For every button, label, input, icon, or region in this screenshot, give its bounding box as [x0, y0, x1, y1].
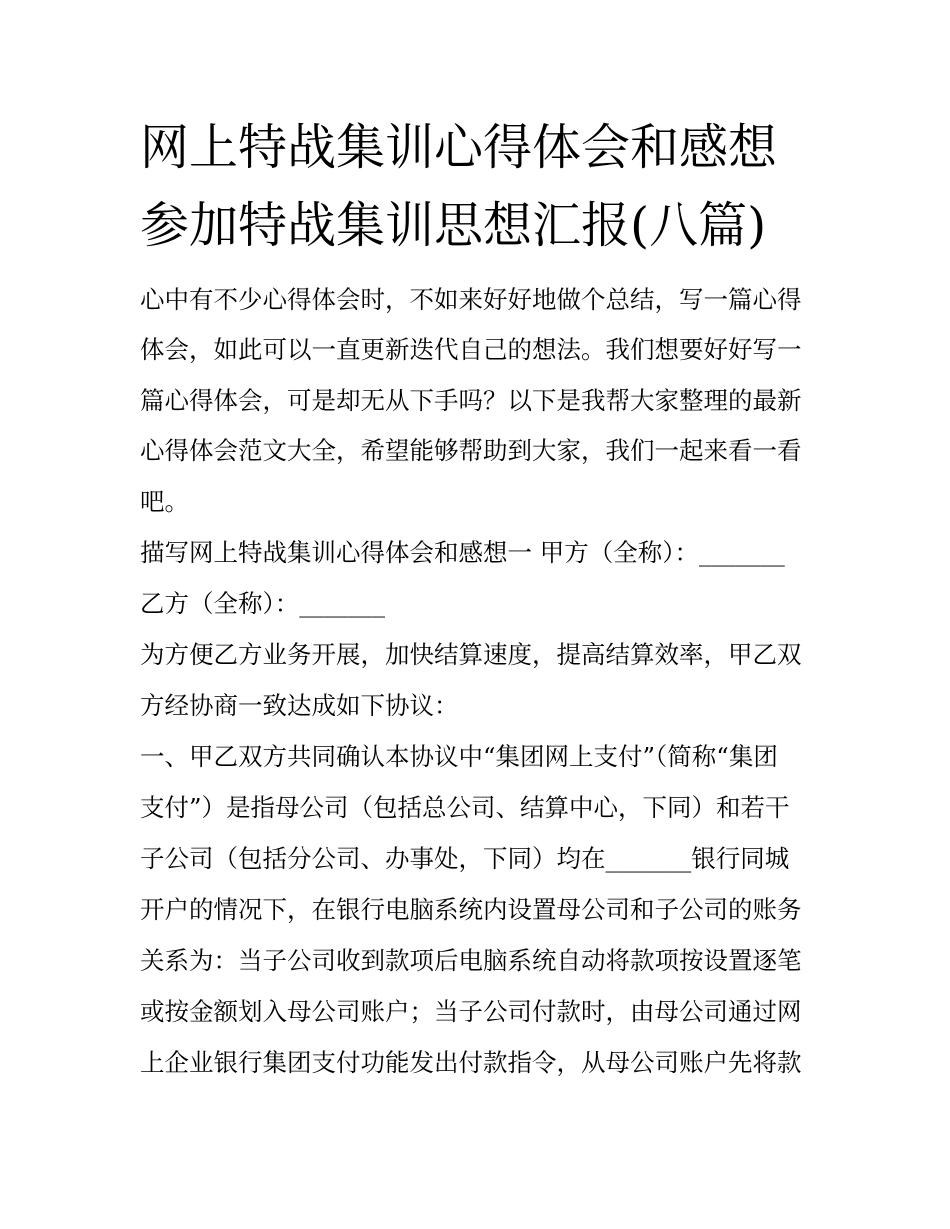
- body-line-4: 心得体会范文大全，希望能够帮助到大家，我们一起来看一看: [140, 436, 802, 465]
- body-line-1: 心中有不少心得体会时，不如来好好地做个总结，写一篇心得: [140, 285, 802, 314]
- body-line-6: 描写网上特战集训心得体会和感想一 甲方（全称）：_______: [140, 538, 785, 567]
- body-line-11: 支付”）是指母公司（包括总公司、结算中心，下同）和若干: [140, 793, 790, 822]
- document-title-line-1: 网上特战集训心得体会和感想: [140, 119, 778, 176]
- body-line-2: 体会，如此可以一直更新迭代自己的想法。我们想要好好写一: [140, 335, 802, 364]
- body-line-3: 篇心得体会，可是却无从下手吗？以下是我帮大家整理的最新: [140, 386, 802, 415]
- body-line-10: 一、甲乙双方共同确认本协议中“集团网上支付”（简称“集团: [140, 742, 778, 771]
- body-line-14: 关系为：当子公司收到款项后电脑系统自动将款项按设置逐笔: [140, 946, 802, 975]
- body-line-8: 为方便乙方业务开展，加快结算速度，提高结算效率，甲乙双: [140, 640, 802, 669]
- body-line-12: 子公司（包括分公司、办事处，下同）均在_______银行同城: [140, 844, 790, 873]
- body-line-15: 或按金额划入母公司账户；当子公司付款时，由母公司通过网: [140, 997, 802, 1026]
- body-line-9: 方经协商一致达成如下协议：: [140, 691, 459, 720]
- body-line-16: 上企业银行集团支付功能发出付款指令，从母公司账户先将款: [140, 1048, 802, 1077]
- body-line-5: 吧。: [140, 487, 189, 516]
- body-line-13: 开户的情况下，在银行电脑系统内设置母公司和子公司的账务: [140, 895, 802, 924]
- document-title-line-2: 参加特战集训思想汇报(八篇): [140, 197, 767, 254]
- body-line-7: 乙方（全称）：_______: [140, 589, 385, 618]
